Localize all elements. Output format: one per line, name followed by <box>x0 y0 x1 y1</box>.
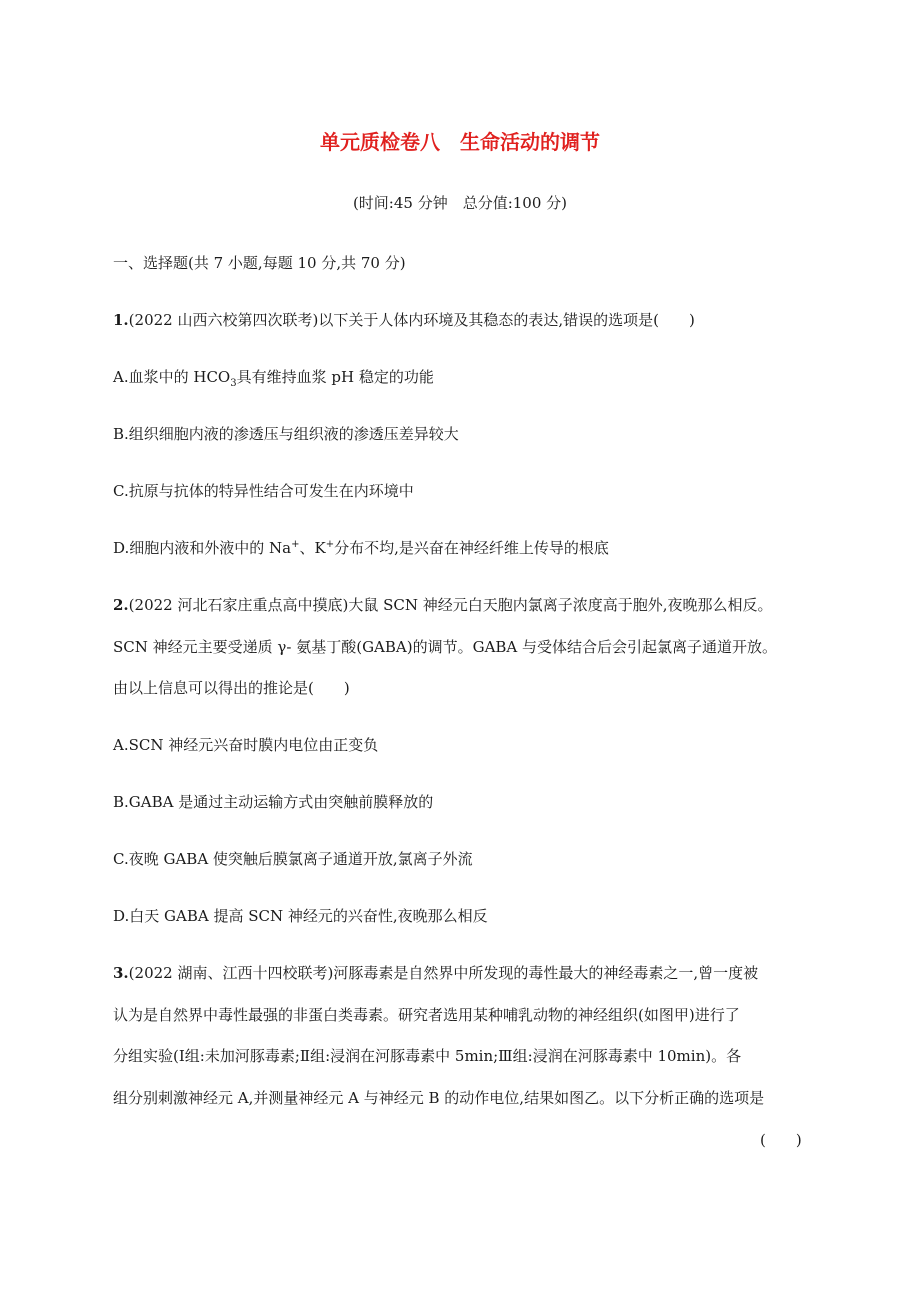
question-2-stem-line-2: SCN 神经元主要受递质 γ- 氨基丁酸(GABA)的调节。GABA 与受体结合后会引起氯离子通道开放。 <box>113 638 778 656</box>
question-2-number: 2. <box>113 596 129 614</box>
option-a-text-pre: A.血浆中的 HCO <box>113 368 231 386</box>
question-1-option-c: C.抗原与抗体的特异性结合可发生在内环境中 <box>113 482 414 500</box>
question-2-option-b: B.GABA 是通过主动运输方式由突触前膜释放的 <box>113 793 434 811</box>
question-1-number: 1. <box>113 311 129 329</box>
question-2-option-c: C.夜晚 GABA 使突触后膜氯离子通道开放,氯离子外流 <box>113 850 473 868</box>
option-d-superscript-1: + <box>291 539 300 550</box>
question-3-stem-line-4: 组分别刺激神经元 A,并测量神经元 A 与神经元 B 的动作电位,结果如图乙。以下分析正确的选项是 <box>113 1089 765 1107</box>
option-a-subscript: 3 <box>230 378 237 389</box>
question-3-number: 3. <box>113 964 129 982</box>
option-d-text-post: 分布不均,是兴奋在神经纤维上传导的根底 <box>334 539 609 557</box>
question-2-stem-line-1 <box>113 594 813 615</box>
question-2-option-d: D.白天 GABA 提高 SCN 神经元的兴奋性,夜晚那么相反 <box>113 907 488 925</box>
option-d-text-mid: 、K <box>299 539 326 557</box>
question-3-stem-line-3: 分组实验(Ⅰ组:未加河豚毒素;Ⅱ组:浸润在河豚毒素中 5min;Ⅲ组:浸润在河豚毒素中 10min)。各 <box>113 1047 742 1065</box>
question-2-option-a: A.SCN 神经元兴奋时膜内电位由正变负 <box>113 736 379 754</box>
question-1-stem <box>113 309 813 330</box>
question-1-option-d <box>113 537 813 558</box>
question-3-answer-paren: ( ) <box>760 1131 802 1149</box>
option-a-text-post: 具有维持血浆 pH 稳定的功能 <box>236 368 434 386</box>
section-heading: 一、选择题(共 7 小题,每题 10 分,共 70 分) <box>113 254 406 272</box>
question-3-text-1: (2022 湖南、江西十四校联考)河豚毒素是自然界中所发现的毒性最大的神经毒素之一,曾一度被 <box>128 964 759 982</box>
option-d-superscript-2: + <box>325 539 335 550</box>
exam-info: (时间:45 分钟 总分值:100 分) <box>352 194 568 212</box>
question-1-option-b: B.组织细胞内液的渗透压与组织液的渗透压差异较大 <box>113 425 459 443</box>
question-2-stem-line-3: 由以上信息可以得出的推论是( ) <box>113 679 350 697</box>
option-d-text-pre: D.细胞内液和外液中的 Na <box>113 539 292 557</box>
question-3-stem-line-1 <box>113 962 813 983</box>
question-1-option-a <box>113 366 813 389</box>
question-2-text-1: (2022 河北石家庄重点高中摸底)大鼠 SCN 神经元白天胞内氯离子浓度高于胞外,夜晚那么相反。 <box>128 596 773 614</box>
question-1-text: (2022 山西六校第四次联考)以下关于人体内环境及其稳态的表达,错误的选项是( ) <box>128 311 695 329</box>
question-3-stem-line-2: 认为是自然界中毒性最强的非蛋白类毒素。研究者选用某种哺乳动物的神经组织(如图甲)进行了 <box>113 1006 740 1024</box>
page-title: 单元质检卷八 生命活动的调节 <box>320 130 600 154</box>
